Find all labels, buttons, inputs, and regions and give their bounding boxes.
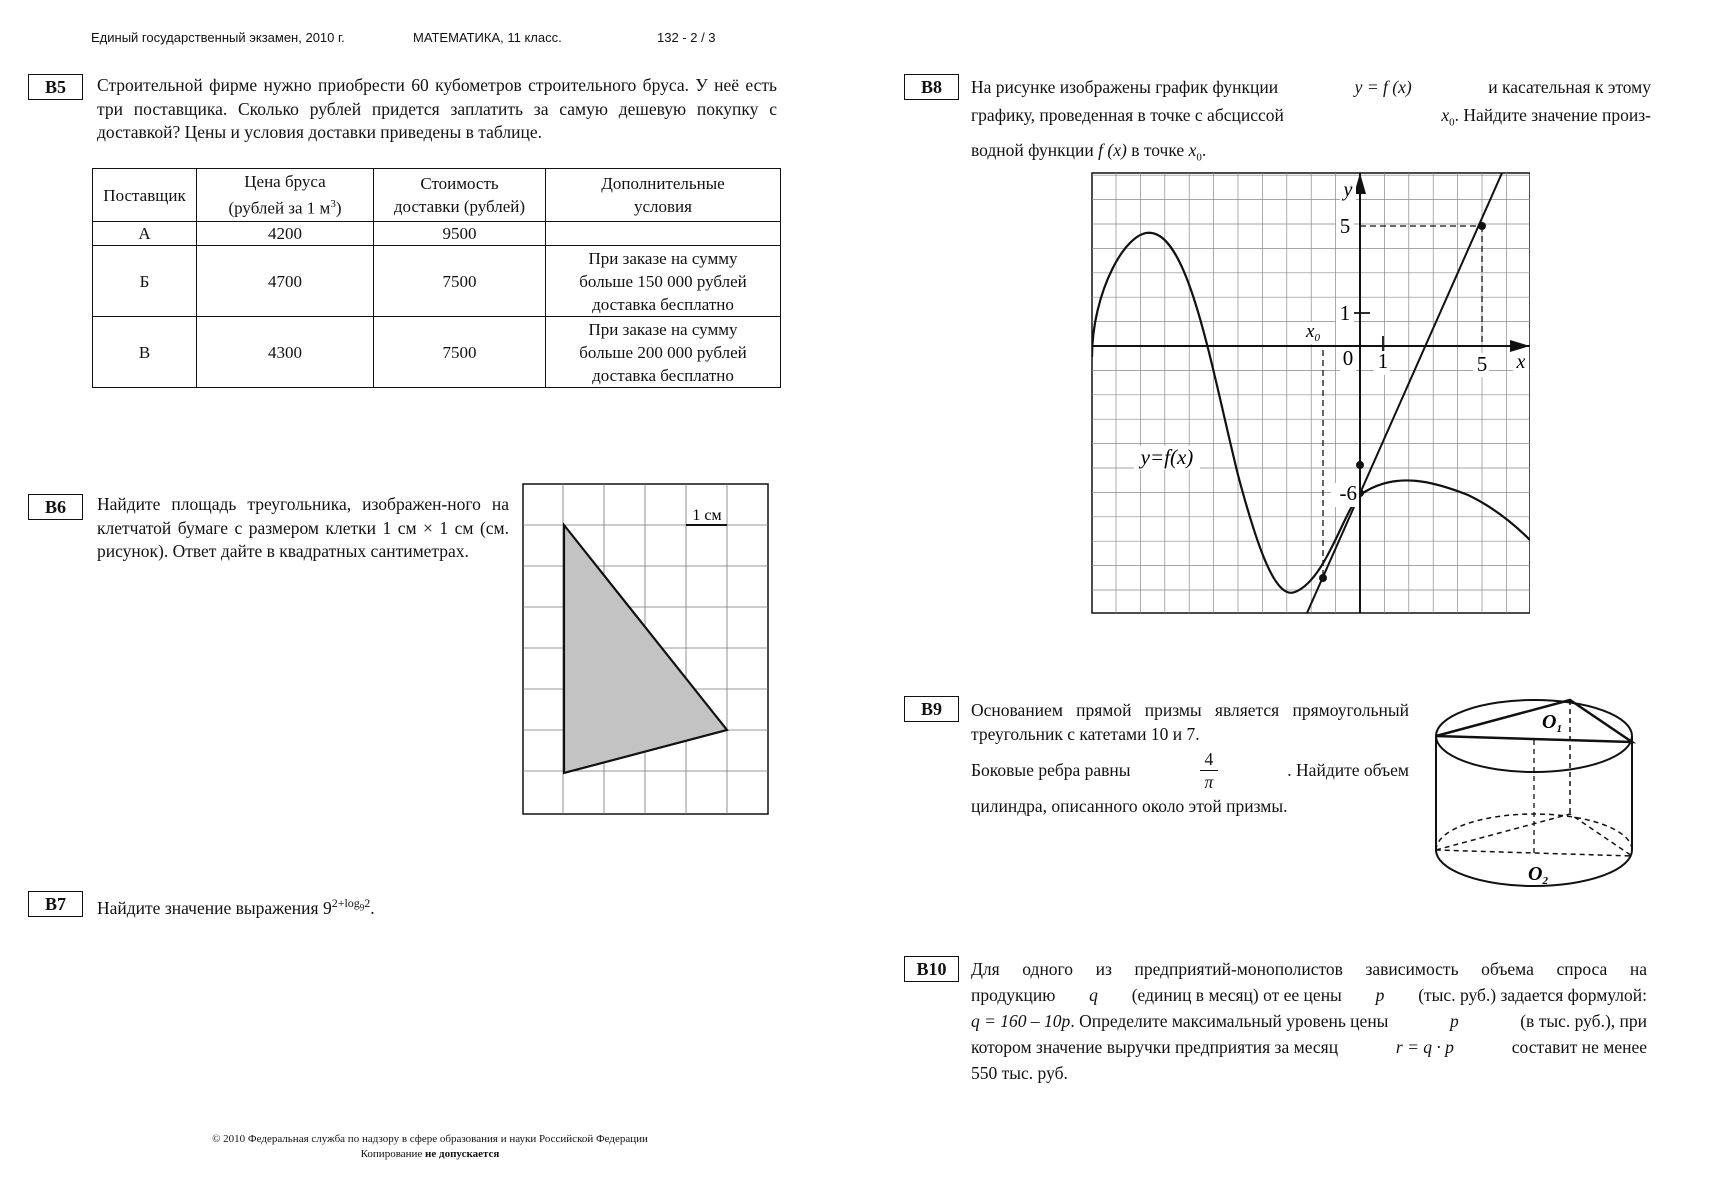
col-header-supplier: Поставщик: [93, 169, 197, 222]
tangent-point-top: [1478, 222, 1486, 230]
b8-text: На рисунке изображены график функции y = f (x) и касательная к этому графику, проведенная в точке с абсциссой $x_0$. Найдите значение произ- водной функции f (x) в точке $x_0$.: [971, 77, 1651, 163]
svg-text:1: 1: [1339, 301, 1351, 325]
tangent-y-intercept: [1356, 461, 1364, 469]
header-page: 132 - 2 / 3: [657, 30, 716, 45]
b8-function-graph: [1090, 170, 1530, 615]
table-row: В 4300 7500 При заказе на сумму больше 200 000 рублей доставка бесплатно: [93, 317, 781, 388]
footer-copyright: © 2010 Федеральная служба по надзору в сфере образования и науки Российской Федерации: [212, 1133, 648, 1145]
b10-text: Для одного из предприятий-монополистов зависимость объема спроса на продукцию q (единиц в месяц) от ее цены p (тыс. руб.) задается формулой: q = 160 – 10p. Определите максимальный уровень цены p (в тыс. руб.), при котором значение выручки предприятия за месяц r = q · p составит не менее 550 тыс. руб.: [971, 959, 1647, 1083]
svg-text:x: x: [1516, 351, 1526, 373]
function-label: y=f(x): [1140, 445, 1194, 469]
footer-copy-notice: Копирование не допускается: [360, 1148, 500, 1160]
task-label-b10: B10: [904, 956, 959, 982]
task-label-b6: B6: [28, 494, 83, 520]
svg-text:1: 1: [1377, 349, 1389, 373]
col-header-delivery: Стоимость доставки (рублей): [374, 169, 546, 222]
b9-text: Основанием прямой призмы является прямоугольный треугольник с катетами 10 и 7. Боковые ребра равны 4 π . Найдите объем цилиндра, описанного около этой призмы.: [971, 700, 1409, 816]
svg-text:O1: $O_1$: [1542, 711, 1562, 735]
b6-text: Найдите площадь треугольника, изображен-ного на клетчатой бумаге с размером клетки 1 см × 1 см (см. рисунок). Ответ дайте в квадратных сантиметрах.: [97, 494, 509, 561]
b6-triangle-figure: [522, 483, 770, 817]
svg-text:5: 5: [1339, 214, 1351, 238]
svg-text:y: y: [1343, 179, 1353, 201]
col-header-price: Цена бруса (рублей за 1 $м^3$): [197, 169, 374, 222]
task-label-b9: B9: [904, 696, 959, 722]
task-label-b5: B5: [28, 74, 83, 100]
svg-text:x0: $x_0$: [1306, 321, 1320, 344]
supplier-table: [92, 168, 781, 388]
scale-label: 1 см: [692, 507, 722, 524]
table-row: А 4200 9500: [93, 222, 781, 246]
task-label-b7: B7: [28, 891, 83, 917]
b7-text: Найдите значение выражения $9^{2+log_92}$.: [97, 896, 375, 918]
col-header-conditions: Дополнительные условия: [546, 169, 781, 222]
svg-text:0: 0: [1342, 346, 1354, 370]
svg-text:5: 5: [1476, 352, 1488, 376]
tangency-point: [1319, 574, 1327, 582]
table-row: Б 4700 7500 При заказе на сумму больше 150 000 рублей доставка бесплатно: [93, 246, 781, 317]
svg-text:O2: $O_2$: [1528, 863, 1548, 887]
task-label-b8: B8: [904, 74, 959, 100]
svg-text:-6: -6: [1339, 481, 1357, 505]
header-exam: Единый государственный экзамен, 2010 г.: [91, 30, 345, 45]
b9-cylinder-figure: [1430, 690, 1640, 900]
header-subject: МАТЕМАТИКА, 11 класс.: [413, 30, 562, 45]
b5-text: Строительной фирме нужно приобрести 60 кубометров строительного бруса. У неё есть три поставщика. Сколько рублей придется заплатить за самую дешевую покупку с доставкой? Цены и условия доставки приведены в таблице.: [97, 75, 777, 142]
